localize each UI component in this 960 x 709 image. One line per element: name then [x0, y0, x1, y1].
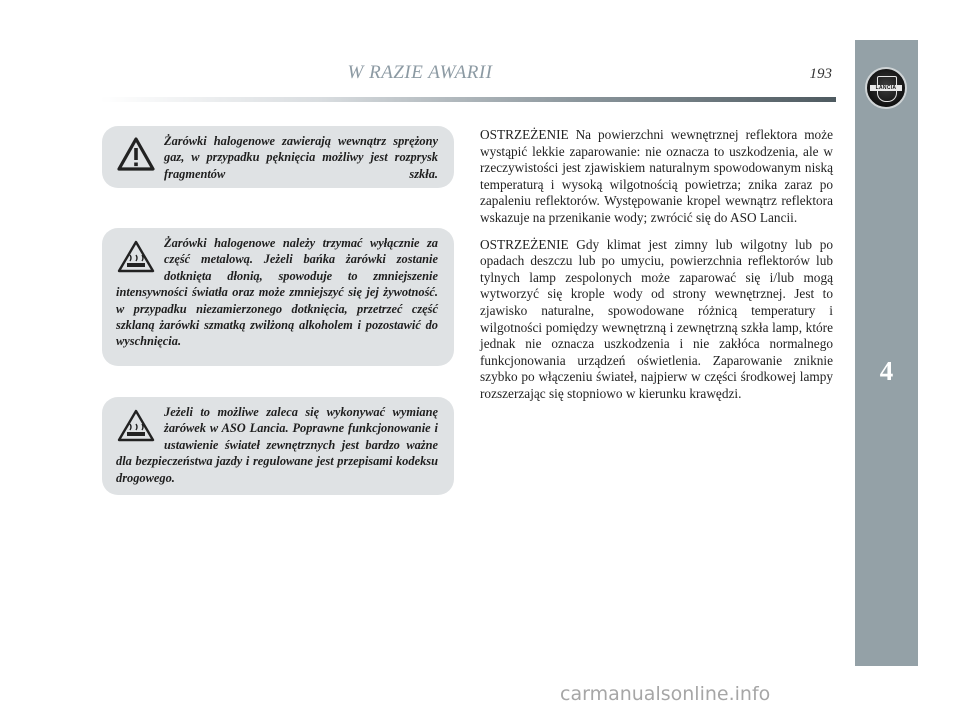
body-paragraph: OSTRZEŻENIE Na powierzchni wewnętrznej reflektora może wystąpić lekkie zaparowanie: nie oznacza to uszkodzenia, ale w rzeczywistości jest zjawiskiem naturalnym spowodowanym niską temperaturą i wysoką wilgotnością powietrza; znika zaraz po zapaleniu reflektorów. Występowanie kropel wewnątrz reflektora wskazuje na przenikanie wody; zwrócić się do ASO Lancii. [480, 127, 833, 225]
warning-triangle-icon [116, 135, 164, 177]
chapter-sidebar [855, 40, 918, 666]
logo-text: LANCIA [870, 85, 902, 91]
page-number: 193 [809, 66, 832, 82]
warning-box [102, 397, 454, 495]
warning-text: Jeżeli to możliwe zaleca się wykonywać wymianę żarówek w ASO Lancia. Poprawne funkcjonowanie i ustawienie świateł zewnętrznych jest bardzo ważne dla bezpieczeństwa jazdy i regulowane jest przepisami kodeksu drogowego. [116, 405, 438, 485]
lancia-logo-icon [865, 67, 907, 109]
hot-surface-warning-icon [116, 406, 164, 448]
section-title: W RAZIE AWARII [347, 62, 493, 83]
body-paragraph: OSTRZEŻENIE Gdy klimat jest zimny lub wilgotny lub po opadach deszczu lub po umyciu, powierzchnia reflektorów lub tylnych lamp zespolonych może zaparować się i/lub mogą wytworzyć się krople wody od strony wewnętrznej. Jest to zjawisko naturalne, spowodowane różnicą temperatury i wilgotności pomiędzy wewnętrzną i zewnętrzną szkła lamp, które jednak nie oznacza uszkodzenia i nie zakłóca normalnego funkcjonowania urządzeń oświetlenia. Zaparowanie zniknie szybko po włączeniu świateł, najpierw w części środkowej lampy rozszerzając się stopniowo w kierunku krawędzi. [480, 236, 833, 401]
header-rule [100, 97, 836, 102]
hot-surface-warning-icon [116, 237, 164, 279]
warning-box [102, 228, 454, 366]
warning-text: Żarówki halogenowe zawierają wewnątrz sprężony gaz, w przypadku pęknięcia możliwy jest rozprysk fragmentów szkła. [164, 134, 438, 181]
watermark[interactable]: carmanualsonline.info [560, 683, 771, 705]
warning-text: Żarówki halogenowe należy trzymać wyłącznie za część metalową. Jeżeli bańka żarówki zostanie dotknięta dłonią, spowoduje to zmniejszenie intensywności światła oraz może zmniejszyć się jej żywotność. w przypadku niezamierzonego dotknięcia, przetrzeć część szklaną żarówki szmatką zwilżoną alkoholem i pozostawić do wyschnięcia. [116, 236, 438, 349]
chapter-number: 4 [879, 356, 894, 386]
warning-box [102, 126, 454, 188]
body-text-column [480, 127, 833, 413]
